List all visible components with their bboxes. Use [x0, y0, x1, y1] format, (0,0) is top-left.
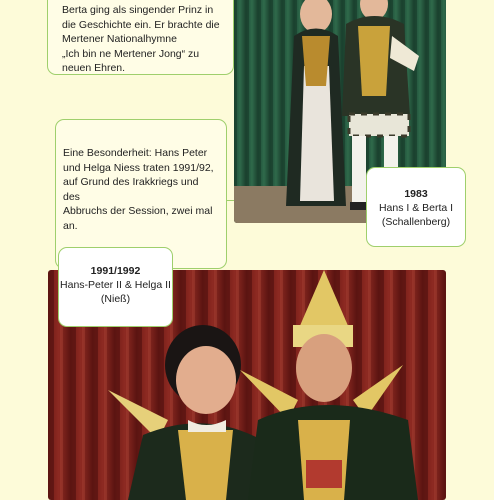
text-line: Mertener Nationalhymne: [62, 33, 177, 45]
caption-family: (Nieß): [100, 293, 131, 305]
text-line: Berta ging als singender Prinz in: [62, 4, 214, 16]
text-line: Abbruchs der Session, zwei mal: [63, 205, 213, 217]
text-line: auf Grund des Irakkriegs und des: [63, 176, 199, 203]
text-line: neuen Ehren.: [62, 62, 126, 74]
caption-names: Hans I & Berta I: [378, 202, 454, 214]
text-box-top: [47, 0, 234, 75]
text-line: an.: [63, 219, 78, 232]
text-line: die Geschichte ein. Er brachte die: [62, 18, 220, 31]
caption-family: (Schallenberg): [381, 216, 451, 228]
caption-names: Hans-Peter II & Helga II: [60, 279, 171, 291]
caption-1991-1992: [58, 247, 173, 327]
text-line: „Ich bin ne Mertener Jong“ zu: [62, 47, 200, 60]
text-line: Eine Besonderheit: Hans Peter: [63, 147, 208, 159]
connector-line: [226, 200, 234, 201]
caption-year: 1991/1992: [90, 265, 141, 277]
text-line: und Helga Niess traten 1991/92,: [63, 161, 214, 174]
caption-year: 1983: [404, 188, 428, 200]
caption-1983: [366, 167, 466, 247]
